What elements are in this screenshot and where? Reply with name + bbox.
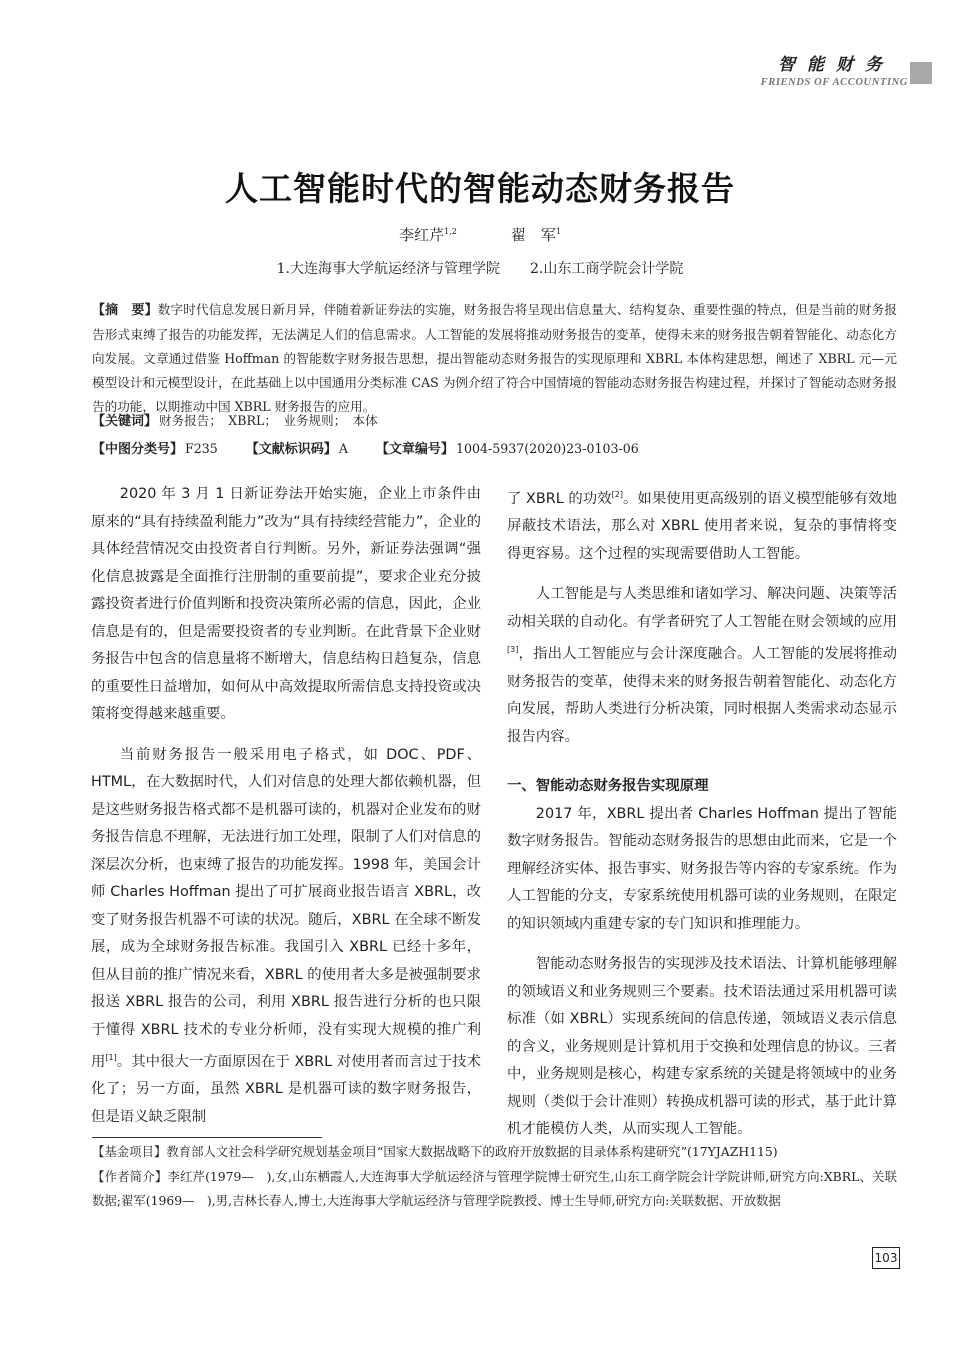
author-name: 李红芹 [399,226,445,244]
author-bio-footnote: 【作者简介】李红芹(1979— ),女,山东栖霞人,大连海事大学航运经济与管理学院博士研究生,山东工商学院会计学院讲师,研究方向:XBRL、关联数据;翟军(1969— ),男,吉林长春人,博士,大连海事大学航运经济与管理学院教授、博士生导师,研究方向:关联数据、开放数据 [92,1168,897,1208]
affiliation-line [0,258,960,278]
keywords-line [92,410,378,429]
page-number: 103 [872,1247,900,1269]
article-number-value: 1004-5937(2020)23-0103-06 [455,441,639,456]
author-affil-sup: 1 [555,227,561,236]
classification-line [92,438,639,457]
abstract-text: 数字时代信息发展日新月异，伴随着新证券法的实施，财务报告将呈现出信息量大、结构复杂、重要性强的特点，但是当前的财务报告形式束缚了报告的功能发挥，无法满足人们的信息需求。人工智能的发展将推动财务报告的变革，使得未来的财务报告朝着智能化、动态化方向发展。文章通过借鉴 Hoffman 的智能数字财务报告思想，提出智能动态财务报告的实现原理和 XBRL 本体构建思想，阐述了 XBRL 元—元模型设计和元模型设计，在此基础上以中国通用分类标准 CAS 为例介绍了符合中国情境的智能动态财务报告构建过程，并探讨了智能动态财务报告的功能，以期推动中国 XBRL 财务报告的应用。 [92,302,897,414]
keywords-label: 【关键词】 [92,414,158,429]
fund-footnote: 【基金项目】教育部人文社会科学研究规划基金项目“国家大数据战略下的政府开放数据的目录体系构建研究”(17YJAZH115) [92,1144,778,1159]
journal-name-cn: 智能财务 [778,55,894,75]
doc-code-label: 【文献标识码】 [245,442,337,457]
body-paragraph: 2017 年，XBRL 提出者 Charles Hoffman 提出了智能数字财务报告。智能动态财务报告的思想由此而来，它是一个理解经济实体、报告事实、财务报告等内容的专家系统。作为人工智能的分支，专家系统使用机器可读的业务规则，在限定的知识领域内重建专家的专门知识和推理能力。 [507,805,897,932]
journal-name-en: FRIENDS OF ACCOUNTING [760,77,908,88]
body-paragraph: 人工智能是与人类思维和诸如学习、解决问题、决策等活动相关联的自动化。有学者研究了人工智能在财会领域的应用[3]，指出人工智能应与会计深度融合。人工智能的发展将推动财务报告的变革，使得未来的财务报告朝着智能化、动态化方向发展，帮助人类进行分析决策，同时根据人类需求动态显示报告内容。 [507,586,897,745]
body-column-right [507,481,897,1157]
body-column-left [91,481,481,1144]
article-number-label: 【文章编号】 [375,442,454,457]
author-affil-sup: 1,2 [444,227,457,236]
affiliation: 2.山东工商学院会计学院 [530,261,684,277]
affiliation: 1.大连海事大学航运经济与管理学院 [276,261,500,277]
body-paragraph: 当前财务报告一般采用电子格式，如 DOC、PDF、HTML，在大数据时代，人们对信息的处理大都依赖机器，但是这些财务报告格式都不是机器可读的，机器对企业发布的财务报告信息不理解，无法进行加工处理，限制了人们对信息的深层次分析，也束缚了报告的功能发挥。1998 年，美国会计师 Charles Hoffman 提出了可扩展商业报告语言 XBRL，改变了财务报告机器不可读的状况。随后，XBRL 在全球不断发展，成为全球财务报告标准。我国引入 XBRL 已经十多年，但从目前的推广情况来看，XBRL 的使用者大多是被强制要求报送 XBRL 报告的公司，利用 XBRL 报告进行分析的也只限于懂得 XBRL 技术的专业分析师，没有实现大规模的推广利用[1]。其中很大一方面原因在于 XBRL 对使用者而言过于技术化了；另一方面，虽然 XBRL 是机器可读的数字财务报告，但是语义缺乏限制 [91,746,481,1125]
section-heading: 一、智能动态财务报告实现原理 [507,778,709,795]
citation-ref: [1] [105,1053,117,1062]
body-paragraph: 了 XBRL 的功效[2]。如果使用更高级别的语义模型能够有效地屏蔽技术语法，那么对 XBRL 使用者来说，复杂的事情将变得更容易。这个过程的实现需要借助人工智能。 [507,490,897,562]
keywords-text: 财务报告； XBRL； 业务规则； 本体 [159,413,378,428]
abstract [92,298,897,419]
header-marker-block [910,62,932,84]
clc-label: 【中图分类号】 [92,442,184,457]
body-paragraph: 智能动态财务报告的实现涉及技术语法、计算机能够理解的领域语义和业务规则三个要素。技术语法通过采用机器可读标准（如 XBRL）实现系统间的信息传递，领域语义表示信息的含义，业务规则是计算机用于交换和处理信息的协议。三者中，业务规则是核心，构建专家系统的关键是将领域中的业务规则（类似于会计准则）转换成机器可读的形式，基于此计算机才能模仿人类，从而实现人工智能。 [507,956,897,1138]
footnote-divider [92,1137,322,1138]
author-line [0,224,960,245]
clc-value: F235 [185,441,218,456]
citation-ref: [2] [611,490,623,499]
body-paragraph: 2020 年 3 月 1 日新证券法开始实施，企业上市条件由原来的“具有持续盈利能力”改为“具有持续经营能力”，企业的具体经营情况交由投资者自行判断。另外，新证券法强调“强化信息披露是全面推行注册制的重要前提”，要求企业充分披露投资者进行价值判断和投资决策所必需的信息，因此，企业信息是有的，但是需要投资者的专业判断。在此背景下企业财务报告中包含的信息量将不断增大，信息结构日趋复杂，信息的重要性日益增加，如何从中高效提取所需信息支持投资或决策将变得越来越重要。 [91,486,481,722]
footnotes [92,1140,897,1214]
doc-code-value: A [338,441,348,456]
abstract-label: 【摘 要】 [92,303,158,318]
author-name: 翟 军 [510,226,556,244]
citation-ref: [3] [507,645,519,655]
article-title: 人工智能时代的智能动态财务报告 [225,169,735,208]
